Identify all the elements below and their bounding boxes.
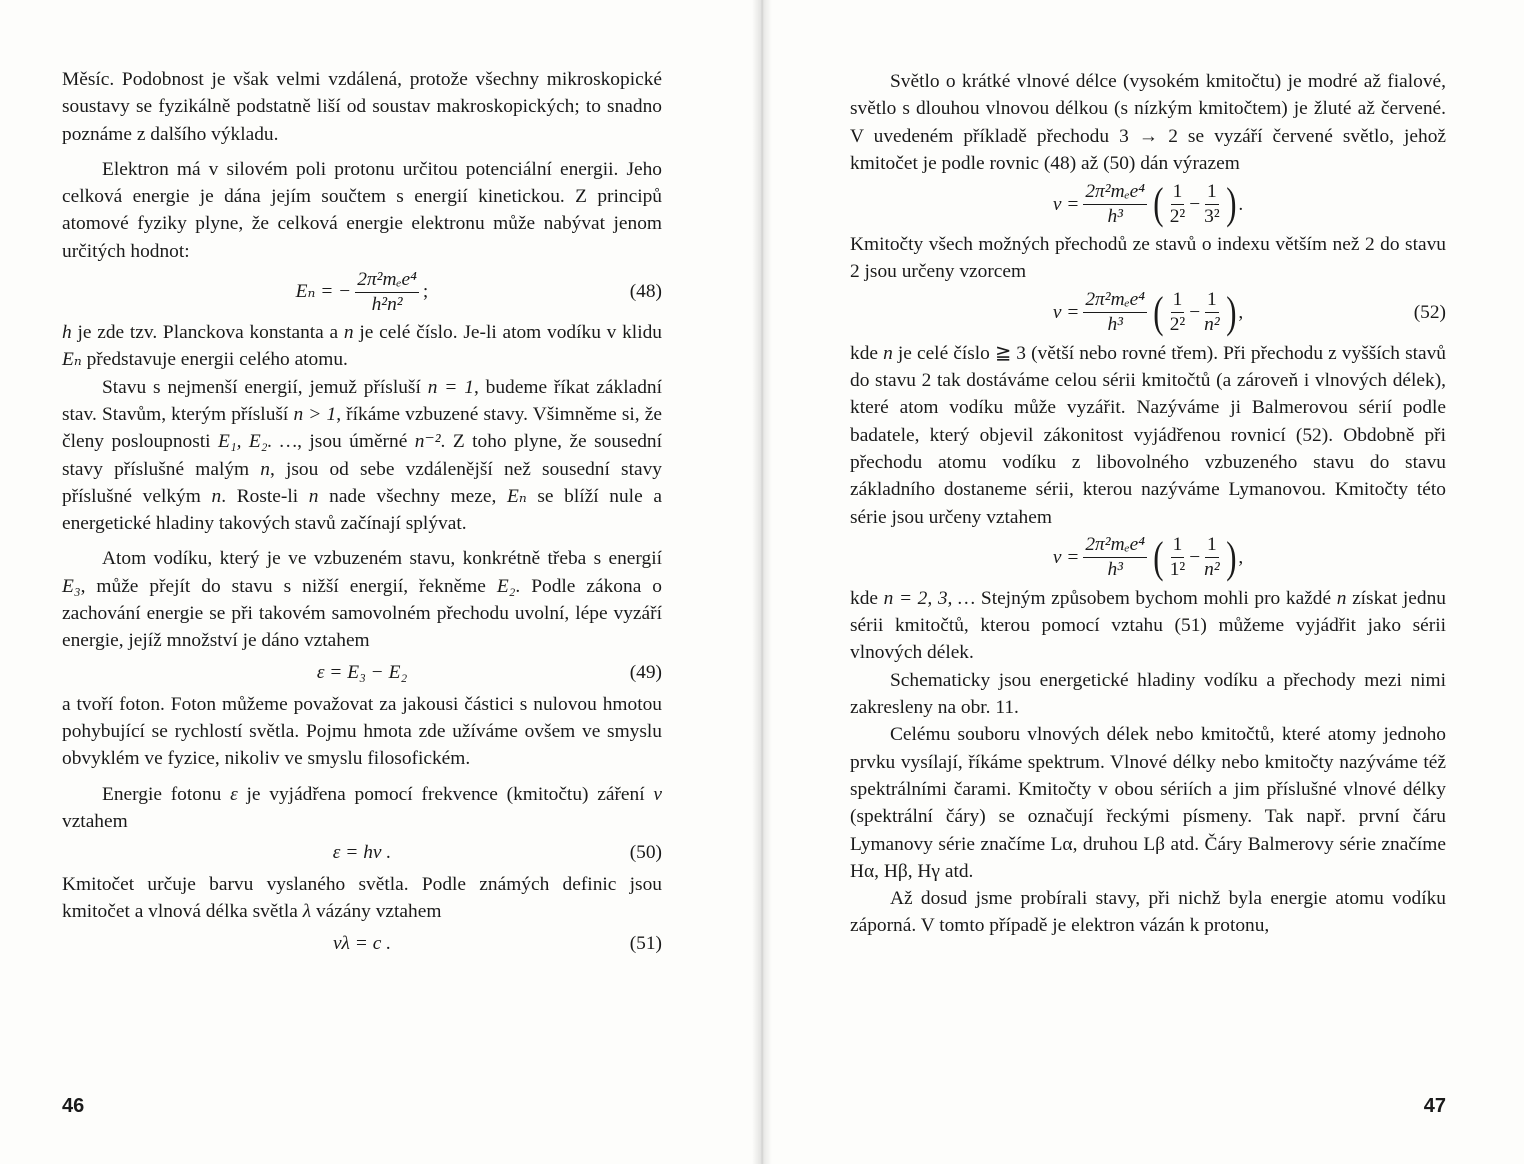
equation-49: ε = E₃ − E₂ (49) [62,655,662,691]
left-text-column [62,66,662,962]
equation-52: ν = $\frac{\text{2π²mₑe⁴}}{\text{h³}}$ ( $\frac{1}{\text{2²}}$ − $\frac{1}{\text{n²}}$ ) , (52) [1052,287,1446,337]
paragraph: kde n = 2, 3, … Stejným způsobem bychom mohli pro každé n získat jednu sérii kmitočtů, kterou pomocí vztahu (51) můžeme vyjádřit jako sérii vlnových délek. [850,587,1446,664]
equation-51: νλ = c . (51) [62,926,662,962]
paragraph: Stavu s nejmenší energií, jemuž přísluší n = 1, budeme říkat základní stav. Stavům, kterým přísluší n > 1, říkáme vzbuzené stavy. Všimněme si, že členy posloupnosti E₁, E₂. …, jsou úměrné n⁻². Z toho plyne, že sousední stavy příslušné malým n, jsou od sebe vzdálenější než sousední stavy příslušné velkým n. Roste-li n nade všechny meze, Eₙ se blíží nule a energetické hladiny takových stavů začínají splývat. [62,376,662,535]
paragraph: Světlo o krátké vlnové délce (vysokém kmitočtu) je modré až fialové, světlo s dlouhou vlnovou délkou (s nízkým kmitočtem) je žluté až červené. V uvedeném příkladě přechodu 3 → 2 se vyzáří červené světlo, jehož kmitočet je podle rovnic (48) až (50) dán výrazem [850,71,1446,174]
equation-number: (51) [629,933,662,955]
equation-number: (50) [629,842,662,864]
paragraph: Schematicky jsou energetické hladiny vodíku a přechody mezi nimi zakresleny na obr. 11. [850,669,1446,719]
right-text-column [850,68,1446,940]
equation-lyman: ν = $\frac{\text{2π²mₑe⁴}}{\text{h³}}$ ( $\frac{1}{\text{1²}}$ − $\frac{1}{\text{n²}}$ ) , [1052,532,1244,582]
paragraph: Energie fotonu ε je vyjádřena pomocí frekvence (kmitočtu) záření ν vztahem [62,783,662,832]
paragraph: Elektron má v silovém poli protonu určitou potenciální energii. Jeho celková energie je dána jejím součtem s energií kinetickou. Z principů atomové fyziky plyne, že celková energie elektronu může nabývat jenom určitých hodnot: [62,158,662,262]
book-gutter [752,0,772,1164]
paragraph: Kmitočty všech možných přechodů ze stavů o indexu větším než 2 do stavu 2 jsou určeny vzorcem [850,234,1446,283]
equation-50: ε = hν . (50) [62,835,662,871]
page-number: 46 [62,1095,85,1117]
equation-number: (48) [629,281,662,303]
page-number: 47 [1423,1095,1446,1117]
equation-48: Eₙ = − $\frac{\text{2π²mₑe⁴}}{\text{h²n²}}$ ; (48) [295,268,662,315]
paragraph: h je zde tzv. Planckova konstanta a n je celé číslo. Je-li atom vodíku v klidu Eₙ představuje energii celého atomu. [62,322,662,371]
equation-balmer-example: ν = $\frac{\text{2π²mₑe⁴}}{\text{h³}}$ ( $\frac{1}{\text{2²}}$ − $\frac{1}{\text{3²}}$ ) . [1052,179,1244,229]
paragraph: a tvoří foton. Foton můžeme považovat za jakousi částici s nulovou hmotou pohybující se rychlostí světla. Pojmu hmota zde užíváme ovšem ve smyslu obvyklém ve fyzice, nikoliv ve smyslu filosofickém. [62,693,662,770]
fraction: $\frac{\text{2π²mₑe⁴}}{\text{h²n²}}$ [357,268,417,315]
equation-number: (52) [1413,302,1446,324]
paragraph: kde n je celé číslo ≧ 3 (větší nebo rovné třem). Při přechodu z vyšších stavů do stavu 2 tak dostáváme celou sérii kmitočtů (a zároveň i vlnových délek), které atom vodíku může vyzářit. Nazýváme ji Balmerovou sérií podle badatele, který objevil zákonitost vyjádřenou rovnicí (52). Obdobně při přechodu atomu vodíku z libovolného vzbuzeného stavu do stavu základního dostaneme sérii, kterou nazýváme Lymanovou. Kmitočty této série jsou určeny vztahem [850,342,1446,528]
paragraph: Kmitočet určuje barvu vyslaného světla. Podle známých definic jsou kmitočet a vlnová délka světla λ vázány vztahem [62,874,662,923]
equation-number: (49) [629,661,662,683]
paragraph: Měsíc. Podobnost je však velmi vzdálená, protože všechny mikroskopické soustavy se fyzikálně podstatně liší od soustav makroskopických; to snadno poznáme z dalšího výkladu. [62,69,662,145]
paragraph: Atom vodíku, který je ve vzbuzeném stavu, konkrétně třeba s energií E₃, může přejít do stavu s nižší energií, řekněme E₂. Podle zákona o zachování energie se při takovém samovolném přechodu uvolní, lépe vyzáří energie, jejíž množství je dáno vztahem [62,548,662,652]
right-page [762,0,1524,1164]
paragraph: Celému souboru vlnových délek nebo kmitočtů, které atomy jednoho prvku vysílají, říkáme spektrum. Vlnové délky nebo kmitočty nazýváme též spektrálními čarami. Kmitočty v obou sériích a jim příslušné vlnové délky (spektrální čáry) se označují řeckými písmeny. Tak např. první čáru Lymanovy série značíme Lα, druhou Lβ atd. Čáry Balmerovy série značíme Hα, Hβ, Hγ atd. [850,724,1446,882]
paragraph: Až dosud jsme probírali stavy, při nichž byla energie atomu vodíku záporná. V tomto případě je elektron vázán k protonu, [850,888,1446,937]
